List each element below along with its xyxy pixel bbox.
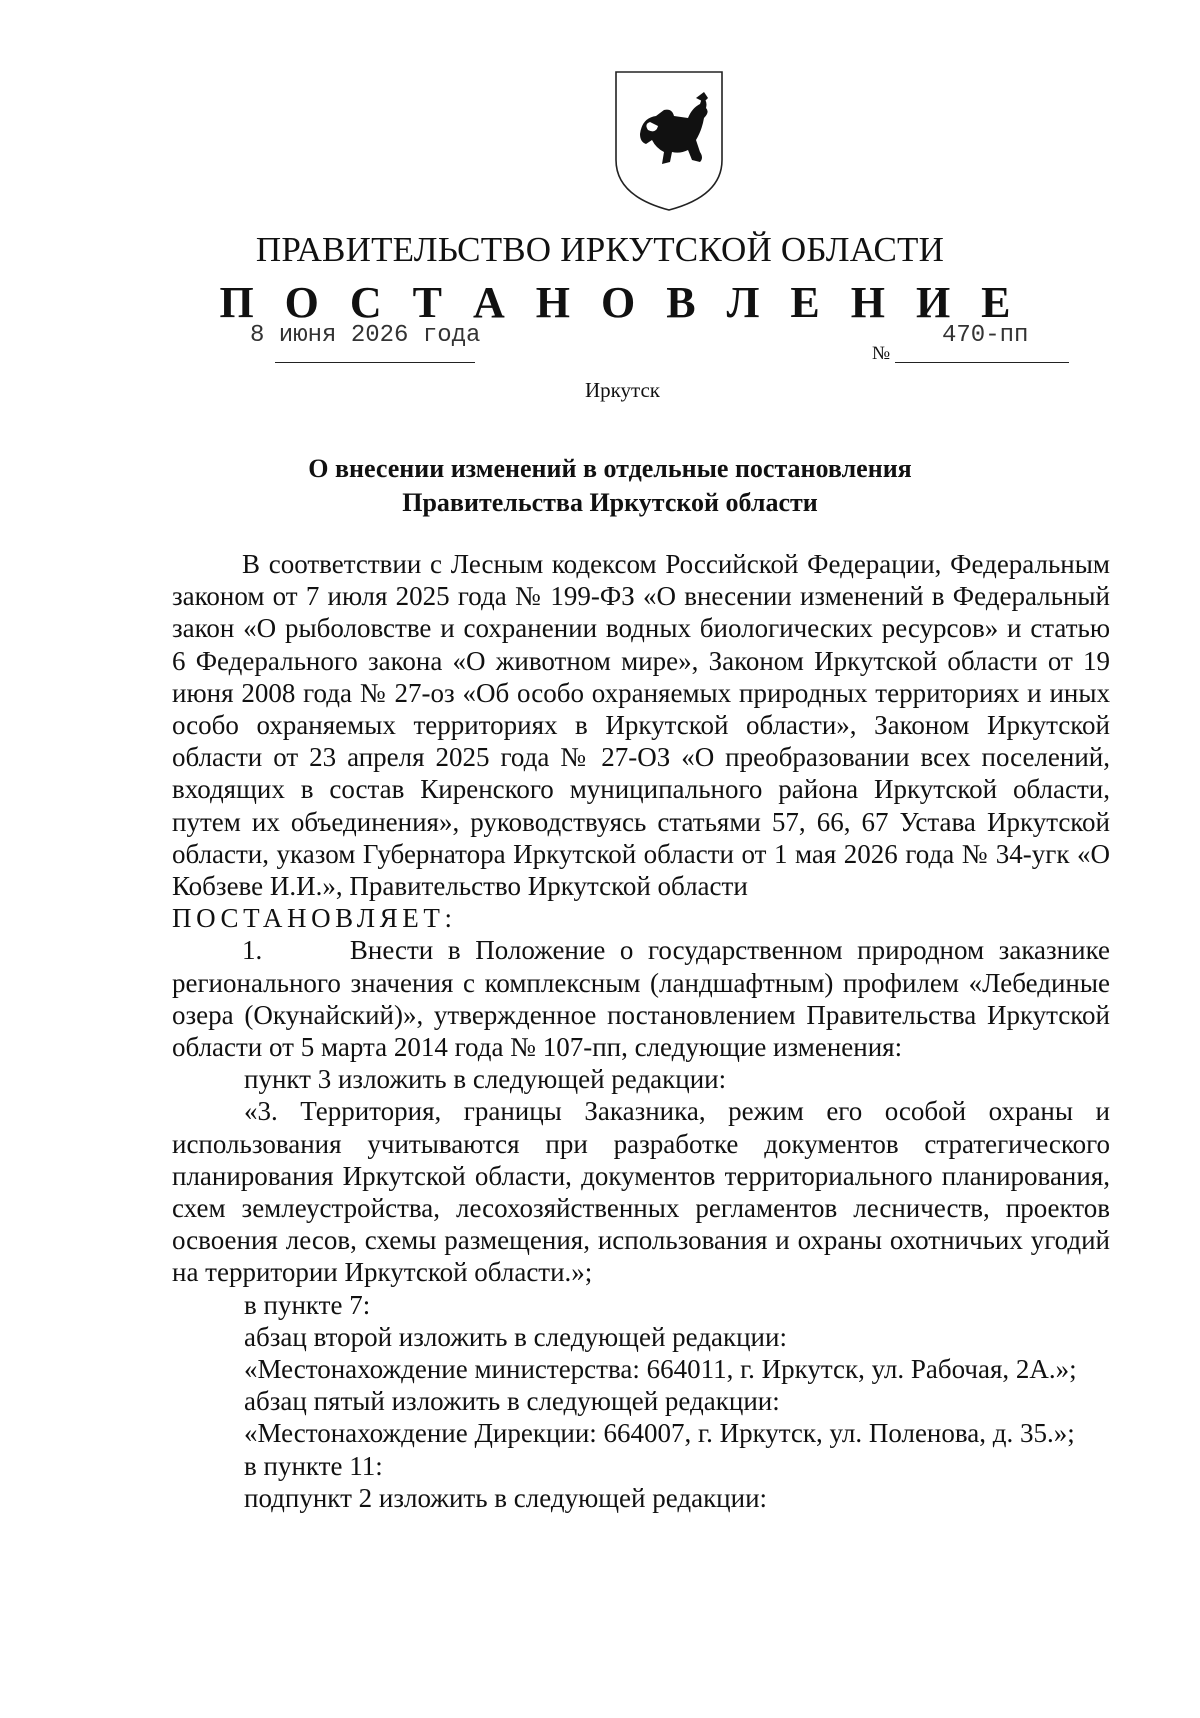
document-number: 470-пп: [942, 322, 1029, 349]
body-line: абзац пятый изложить в следующей редакции:: [244, 1386, 780, 1417]
government-name: ПРАВИТЕЛЬСТВО ИРКУТСКОЙ ОБЛАСТИ: [255, 230, 945, 269]
body-line: абзац второй изложить в следующей редакции:: [244, 1321, 787, 1352]
resolves-word: ПОСТАНОВЛЯЕТ:: [172, 903, 457, 934]
point-3-text: «3. Территория, границы Заказника, режим его особой охраны и использования учитываются при разработке документов стратегического планирования Иркутской области, документов территориального планирования, схем землеустройства, лесохозяйственных регламентов лесничеств, проектов освоения лесов, схемы размещения, использования и охраны охотничьих угодий на территории Иркутской области.»;: [172, 1096, 1110, 1288]
body-line: в пункте 7:: [244, 1289, 371, 1320]
body-line: подпункт 2 изложить в следующей редакции:: [244, 1482, 768, 1513]
number-underline: [895, 362, 1069, 363]
city-name: Иркутск: [584, 378, 661, 402]
number-sign: №: [872, 343, 891, 364]
subject-line-2: Правительства Иркутской области: [402, 488, 818, 517]
subject-line-1: О внесении изменений в отдельные постановления: [308, 454, 912, 483]
body-line: «Местонахождение министерства: 664011, г. Иркутск, ул. Рабочая, 2А.»;: [244, 1354, 1077, 1385]
document-subject: [170, 452, 1050, 520]
body-line: в пункте 11:: [244, 1450, 383, 1481]
point-3-intro: пункт 3 изложить в следующей редакции:: [244, 1064, 727, 1095]
document-date: 8 июня 2026 года: [250, 322, 481, 349]
document-type-title: П О С Т А Н О В Л Е Н И Е: [219, 278, 1021, 327]
body-line: «Местонахождение Дирекции: 664007, г. Иркутск, ул. Поленова, д. 35.»;: [244, 1418, 1075, 1449]
date-underline: [275, 362, 475, 363]
item-1-paragraph: 1. Внести в Положение о государственном природном заказнике регионального значения с комплексным (ландшафтным) профилем «Лебединые озера (Окунайский)», утвержденное постановлением Правительства Иркутской области от 5 марта 2014 года № 107-пп, следующие изменения:: [172, 935, 1110, 1063]
preamble-paragraph: В соответствии с Лесным кодексом Российской Федерации, Федеральным законом от 7 июля 2025 года № 199-ФЗ «О внесении изменений в Федеральный закон «О рыболовстве и сохранении водных биологических ресурсов» и статью 6 Федерального закона «О животном мире», Законом Иркутской области от 19 июня 2008 года № 27-оз «Об особо охраняемых природных территориях и иных особо охраняемых территориях в Иркутской области», Законом Иркутской области от 23 апреля 2025 года № 27-ОЗ «О преобразовании всех поселений, входящих в состав Киренского муниципального района Иркутской области, путем их объединения», руководствуясь статьями 57, 66, 67 Устава Иркутской области, указом Губернатора Иркутской области от 1 мая 2026 года № 34-угк «О Кобзеве И.И.», Правительство Иркутской области: [172, 549, 1110, 902]
irkutsk-coat-of-arms-icon: [612, 68, 726, 214]
document-body: [172, 548, 1110, 1514]
